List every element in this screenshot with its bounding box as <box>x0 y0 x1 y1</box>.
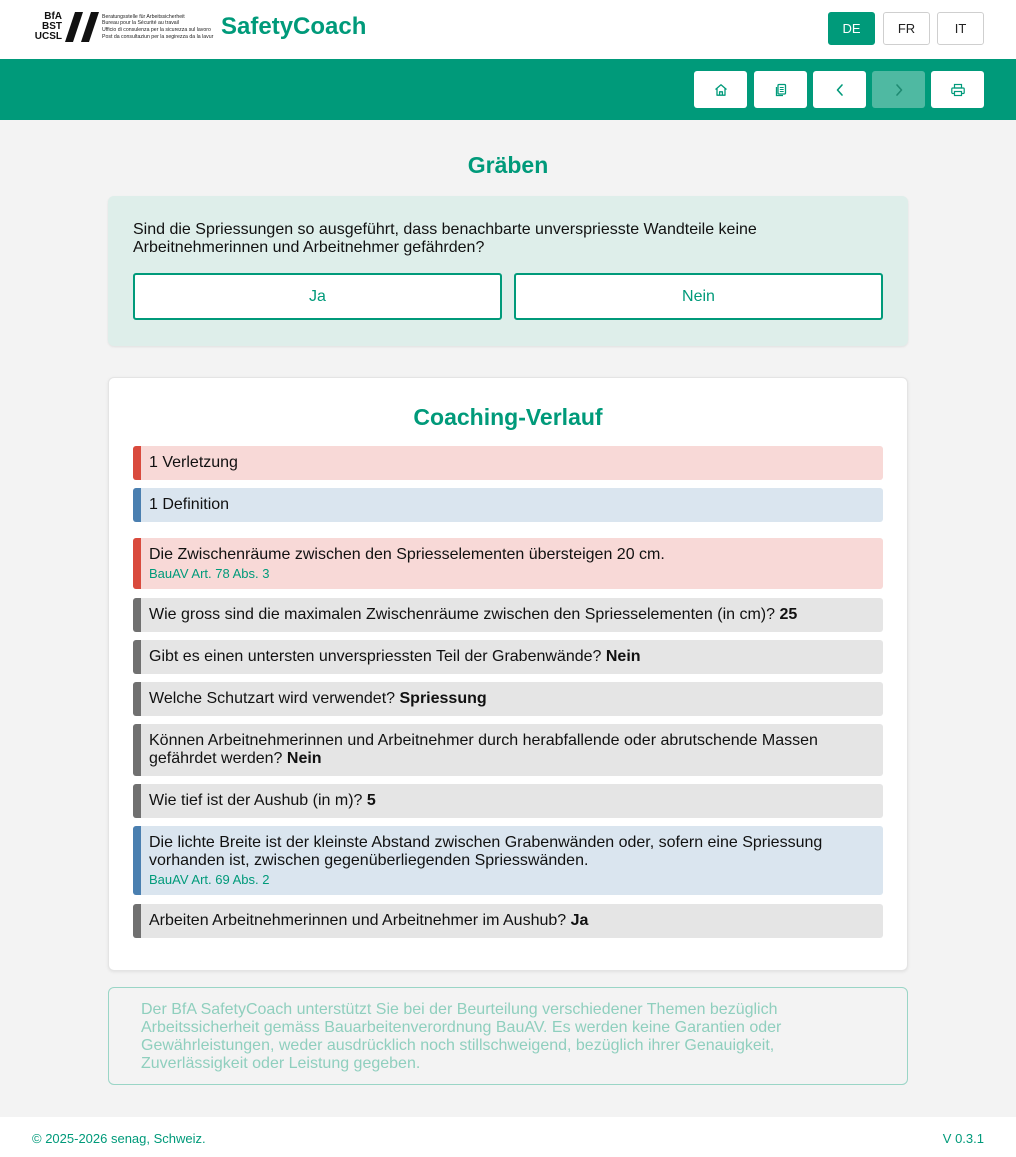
entry-question: Arbeiten Arbeitnehmerinnen und Arbeitnehmer im Aushub? <box>149 912 567 929</box>
page-title: Gräben <box>467 152 549 178</box>
question-text: Sind die Spriessungen so ausgeführt, dass benachbarte unverspriesste Wandteile keine Arbeitnehmerinnen und Arbeitnehmer gefährden? <box>133 221 757 256</box>
question-card <box>108 196 908 346</box>
entry-answer: Ja <box>570 912 589 929</box>
history-title: Coaching-Verlauf <box>413 404 603 430</box>
entry-answer: Spriessung <box>399 690 487 707</box>
chevron-left-icon <box>832 82 848 98</box>
lang-button-de[interactable]: DE <box>828 12 875 45</box>
print-button[interactable] <box>931 71 984 108</box>
entry-answer: Nein <box>286 750 322 767</box>
answered-question-entry[interactable] <box>133 904 883 938</box>
logo-line: Bureau pour la Sécurité au travail <box>102 20 179 27</box>
footer <box>0 1117 1016 1157</box>
entry-answer: 25 <box>779 606 798 623</box>
logo-abbreviations <box>32 12 62 42</box>
entry-answer: 5 <box>366 792 376 809</box>
printer-icon <box>950 82 966 98</box>
entry-text: 1 Definition <box>149 496 230 513</box>
overview-button[interactable] <box>754 71 807 108</box>
answer-no-button[interactable]: Nein <box>514 273 883 320</box>
copy-icon <box>773 82 789 98</box>
disclaimer: Der BfA SafetyCoach unterstützt Sie bei der Beurteilung verschiedener Themen bezüglich Arbeitssicherheit gemäss Bauarbeitenverordnung BauAV. Es werden keine Garantien oder Gewährleistungen, weder ausdrücklich noch stillschweigend, bezüglich ihrer Genauigkeit, Zuverlässigkeit oder Leistung gegeben. <box>108 987 908 1085</box>
logo-line: Post da consultaziun per la segirezza da la lavur <box>102 33 214 40</box>
entry-question: Gibt es einen untersten unverspriessten Teil der Grabenwände? <box>149 648 602 665</box>
back-button[interactable] <box>813 71 866 108</box>
logo-abbr-bfa: BfA <box>44 11 62 22</box>
violation-entry <box>133 538 883 589</box>
coaching-history <box>108 377 908 971</box>
toolbar <box>0 59 1016 120</box>
answered-question-entry[interactable] <box>133 784 883 818</box>
copyright: © 2025-2026 senag, Schweiz. <box>32 1131 206 1146</box>
entry-question: Können Arbeitnehmerinnen und Arbeitnehmer durch herabfallende oder abrutschende Massen gefährdet werden? <box>149 732 818 767</box>
logo-slashes-icon <box>65 12 99 42</box>
logo-line: Ufficio di consulenza per la sicurezza sul lavoro <box>102 27 211 33</box>
lang-button-fr[interactable]: FR <box>883 12 930 45</box>
answered-question-entry[interactable] <box>133 598 883 632</box>
home-icon <box>713 82 729 98</box>
bfa-logo[interactable] <box>32 12 214 42</box>
version: V 0.3.1 <box>942 1131 984 1146</box>
answered-question-entry[interactable] <box>133 682 883 716</box>
lang-button-it[interactable]: IT <box>937 12 984 45</box>
entry-answer: Nein <box>605 648 641 665</box>
entry-question: Wie gross sind die maximalen Zwischenräume zwischen den Spriesselementen (in cm)? <box>149 606 776 623</box>
entry-text: Die lichte Breite ist der kleinste Abstand zwischen Grabenwänden oder, sofern eine Spriessung vorhanden ist, zwischen gegenüberliegenden Spriesswänden. <box>149 834 823 869</box>
chevron-right-icon <box>891 82 907 98</box>
forward-button[interactable] <box>872 71 925 108</box>
entry-text: Die Zwischenräume zwischen den Spriesselementen übersteigen 20 cm. <box>149 546 665 563</box>
answer-yes-button[interactable]: Ja <box>133 273 502 320</box>
entry-question: Welche Schutzart wird verwendet? <box>149 690 396 707</box>
violation-count-entry[interactable] <box>133 446 883 480</box>
logo-text <box>102 14 213 40</box>
answered-question-entry[interactable] <box>133 640 883 674</box>
definition-entry <box>133 826 883 895</box>
top-header <box>0 0 1016 59</box>
logo-abbr-ucsl: UCSL <box>34 31 62 42</box>
logo-abbr-bst: BST <box>42 21 62 32</box>
answered-question-entry[interactable] <box>133 724 883 776</box>
home-button[interactable] <box>694 71 747 108</box>
entry-question: Wie tief ist der Aushub (in m)? <box>149 792 363 809</box>
definition-count-entry[interactable] <box>133 488 883 522</box>
law-reference[interactable]: BauAV Art. 69 Abs. 2 <box>149 872 270 887</box>
brand-name[interactable]: SafetyCoach <box>221 13 367 40</box>
logo-line: Beratungsstelle für Arbeitssicherheit <box>102 13 185 20</box>
entry-text: 1 Verletzung <box>149 454 238 471</box>
law-reference[interactable]: BauAV Art. 78 Abs. 3 <box>149 566 270 581</box>
